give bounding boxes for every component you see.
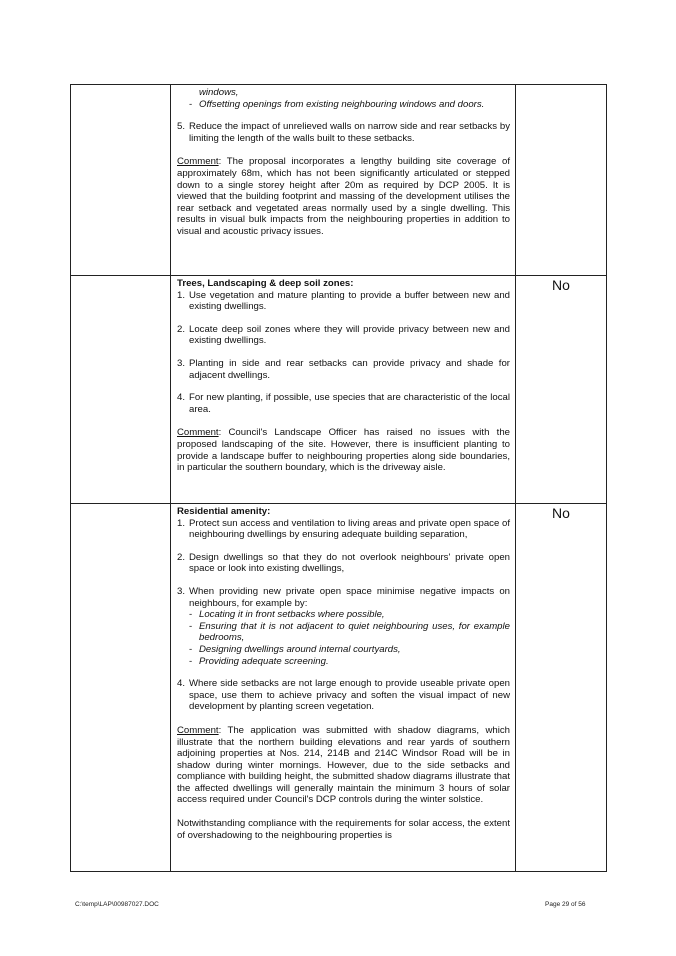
compliance-cell: No	[516, 276, 607, 504]
dash-item: - Locating it in front setbacks where possible,	[189, 609, 385, 621]
compliance-cell: No	[516, 504, 607, 872]
comment-paragraph: Comment: Council's Landscape Officer has raised no issues with the proposed landscaping of the site. However, there is insufficient planting to provide a landscape buffer to neighbouring properties along side boundaries, in particular the southern boundary, which is the driveway aisle.	[177, 427, 510, 474]
table-row	[71, 276, 607, 504]
list-item: 5. Reduce the impact of unrelieved walls on narrow side and rear setbacks by limiting the length of the walls built to these setbacks.	[177, 121, 510, 144]
table-row	[71, 504, 607, 872]
footer-page-number: Page 29 of 56	[545, 901, 586, 908]
comment-paragraph: Comment: The application was submitted with shadow diagrams, which illustrate that the northern building elevations and rear yards of southern adjoining properties at Nos. 214, 214B and 214C Windsor Road will be in shadow during winter mornings. However, due to the side setbacks and compliance with building height, the submitted shadow diagrams illustrate that the affected dwellings will generally maintain the minimum 3 hours of solar access required under Council's DCP controls during the winter solstice.	[177, 724, 510, 806]
section-heading: Trees, Landscaping & deep soil zones:	[177, 278, 354, 289]
list-item: 3. Planting in side and rear setbacks can provide privacy and shade for adjacent dwellings.	[177, 357, 510, 381]
assessment-table	[70, 84, 607, 872]
footer-file-path: C:\temp\LAP\00987027.DOC	[75, 901, 159, 908]
blank-cell	[71, 504, 171, 872]
control-cell	[171, 85, 516, 276]
list-item: 1. Use vegetation and mature planting to provide a buffer between new and existing dwellings.	[177, 289, 510, 313]
section-heading: Residential amenity:	[177, 506, 271, 517]
continued-text: windows,	[199, 87, 239, 98]
table-row	[71, 85, 607, 276]
list-item: 4. Where side setbacks are not large enough to provide useable private open space, use them to achieve privacy and soften the visual impact of new development by planting screen vegetation.	[177, 678, 510, 713]
control-cell	[171, 276, 516, 504]
blank-cell	[71, 85, 171, 276]
dash-item: - Designing dwellings around internal courtyards,	[189, 643, 401, 655]
dash-item: - Providing adequate screening.	[189, 655, 329, 667]
list-item: 2. Design dwellings so that they do not overlook neighbours' private open space or look into existing dwellings,	[177, 551, 510, 575]
body-paragraph: Notwithstanding compliance with the requirements for solar access, the extent of overshadowing to the neighbouring properties is	[177, 818, 510, 841]
dash-item: - Offsetting openings from existing neighbouring windows and doors.	[189, 98, 485, 110]
list-item: 1. Protect sun access and ventilation to living areas and private open space of neighbouring dwellings by ensuring adequate building separation,	[177, 517, 510, 541]
dash-item: - Ensuring that it is not adjacent to quiet neighbouring uses, for example bedrooms,	[189, 620, 510, 644]
list-item: 2. Locate deep soil zones where they will provide privacy between new and existing dwellings.	[177, 323, 510, 347]
comment-paragraph: Comment: The proposal incorporates a lengthy building site coverage of approximately 68m, which has not been significantly articulated or stepped down to a single storey height after 20m as required by DCP 2005. It is viewed that the building footprint and massing of the development utilises the rear setback and vegetated areas normally used by a single dwelling. This results in visual bulk impacts from the neighbouring properties in addition to visual and acoustic privacy issues.	[177, 156, 510, 237]
blank-cell	[71, 276, 171, 504]
compliance-cell	[516, 85, 607, 276]
list-item: 3. When providing new private open space minimise negative impacts on neighbours, for example by:	[177, 585, 510, 609]
control-cell	[171, 504, 516, 872]
list-item: 4. For new planting, if possible, use species that are characteristic of the local area.	[177, 392, 510, 415]
